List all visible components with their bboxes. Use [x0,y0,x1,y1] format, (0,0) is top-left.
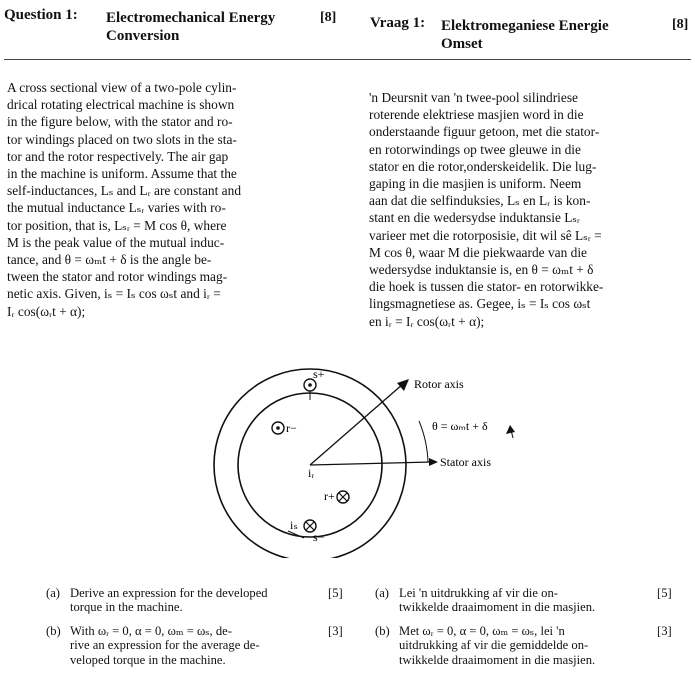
rotor-axis-arrow-icon [397,379,409,391]
stator-axis-arrow-icon [429,458,438,466]
paragraph-line: A cross sectional view of a two-pole cylin- [7,80,237,95]
r-plus-label: r+ [324,489,335,503]
paragraph-line: en iᵣ = Iᵣ cos(ωᵣt + α); [369,313,485,329]
rotor-axis-label: Rotor axis [414,377,464,391]
r-minus-label: r− [286,421,297,435]
question-text [70,586,340,615]
question-label: (a) [46,586,60,600]
question-label: (b) [375,624,390,638]
question-text [70,624,340,667]
paragraph-line: stator en die rotor,onderskeidelik. Die lug- [369,158,597,174]
question-label-en: Question 1: [4,7,78,23]
paragraph-line: wedersydse induktansie is, en θ = ωₘt + δ [369,262,594,278]
question-text [399,586,665,615]
paragraph-line: roterende elektriese masjien word in die [369,107,584,123]
question-text [399,624,665,667]
marks-en: [8] [320,10,337,25]
paragraph-line: stant en die wedersydse induktansie Lₛᵣ [369,210,580,226]
i-r-label: iᵣ [308,466,315,480]
paragraph-line: drical rotating electrical machine is shown [7,97,235,113]
s-minus-label: s− [313,530,325,544]
title-en-line1: Electromechanical Energy [106,10,276,26]
question-line: uitdrukking af vir die gemiddelde on- [399,638,589,653]
paragraph-line: M cos θ, waar M die piekwaarde van die [369,244,587,260]
rotor-minus-dot-icon [276,426,280,430]
question-line: Met ωᵣ = 0, α = 0, ωₘ = ωₛ, lei 'n [399,624,565,638]
question-line: veloped torque in the machine. [70,652,226,667]
question-label-af: Vraag 1: [370,15,426,31]
theta-label: θ = ωₘt + δ [432,419,488,433]
paragraph-line: netic axis. Given, iₛ = Iₛ cos ωₛt and iᵣ = [7,286,221,302]
paragraph-line: die hoek is tussen die stator- en rotorwikke- [369,279,604,295]
paragraph-line: self-inductances, Lₛ and Lᵣ are constant and [7,183,242,199]
paragraph-line: tance, and θ = ωₘt + δ is the angle be- [7,252,212,268]
paragraph-line: 'n Deursnit van 'n twee-pool silindriese [369,90,578,105]
s-plus-label: s+ [313,367,325,381]
question-line: Derive an expression for the developed [70,586,268,600]
english-paragraph [7,79,319,320]
paragraph-line: tor windings placed on two slots in the sta- [7,131,237,147]
title-en-line2: Conversion [106,28,180,44]
question-marks: [3] [657,624,672,638]
question-line: torque in the machine. [70,600,183,615]
rotor-axis-line [310,384,403,465]
title-af-line2: Omset [441,36,483,52]
paragraph-line: tor position, that is, Lₛᵣ = M cos θ, where [7,217,227,233]
theta-arc [419,421,428,462]
paragraph-line: tor and the rotor respectively. The air gap [7,148,229,164]
paragraph-line: the mutual inductance Lₛᵣ varies with ro- [7,200,226,216]
i-s-label: iₛ [290,518,298,532]
paragraph-line: onderstaande figuur getoon, met die stator- [369,124,600,140]
machine-cross-section-figure [200,358,520,558]
question-line: twikkelde draaimoment in die masjien. [399,600,596,615]
question-marks: [5] [328,586,343,600]
paragraph-line: tween the stator and rotor windings mag- [7,269,228,285]
paragraph-line: M is the peak value of the mutual induc- [7,234,225,250]
paragraph-line: gaping in die masjien is uniform. Neem [369,176,582,192]
paragraph-line: varieer met die rotorposisie, dit wil sê Lₛᵣ = [369,227,602,243]
stator-plus-dot-icon [308,383,312,387]
marks-af: [8] [672,17,689,32]
question-line: twikkelde draaimoment in die masjien. [399,652,596,667]
question-label: (b) [46,624,61,638]
theta-pointer-icon [506,425,515,434]
paragraph-line: aan dat die selfinduksies, Lₛ en Lᵣ is kon- [369,193,591,209]
stator-axis-line [310,462,432,465]
paragraph-line: in the figure below, with the stator and ro- [7,114,233,130]
paragraph-line: in the machine is uniform. Assume that the [7,166,237,182]
stator-axis-label: Stator axis [440,455,491,469]
question-label: (a) [375,586,389,600]
paragraph-line: en rotorwindings op twee gleuwe in die [369,141,581,157]
afrikaans-paragraph [369,89,660,330]
question-line: Lei 'n uitdrukking af vir die on- [399,586,558,600]
title-af-line1: Elektromeganiese Energie [441,18,609,34]
paragraph-line: Iᵣ cos(ωᵣt + α); [7,303,86,319]
question-line: rive an expression for the average de- [70,638,260,653]
question-marks: [5] [657,586,672,600]
question-marks: [3] [328,624,343,638]
question-line: With ωᵣ = 0, α = 0, ωₘ = ωₛ, de- [70,624,232,638]
paragraph-line: lingsmagnetiese as. Gegee, iₛ = Iₛ cos ωₛt [369,296,591,312]
header-rule [4,59,691,60]
